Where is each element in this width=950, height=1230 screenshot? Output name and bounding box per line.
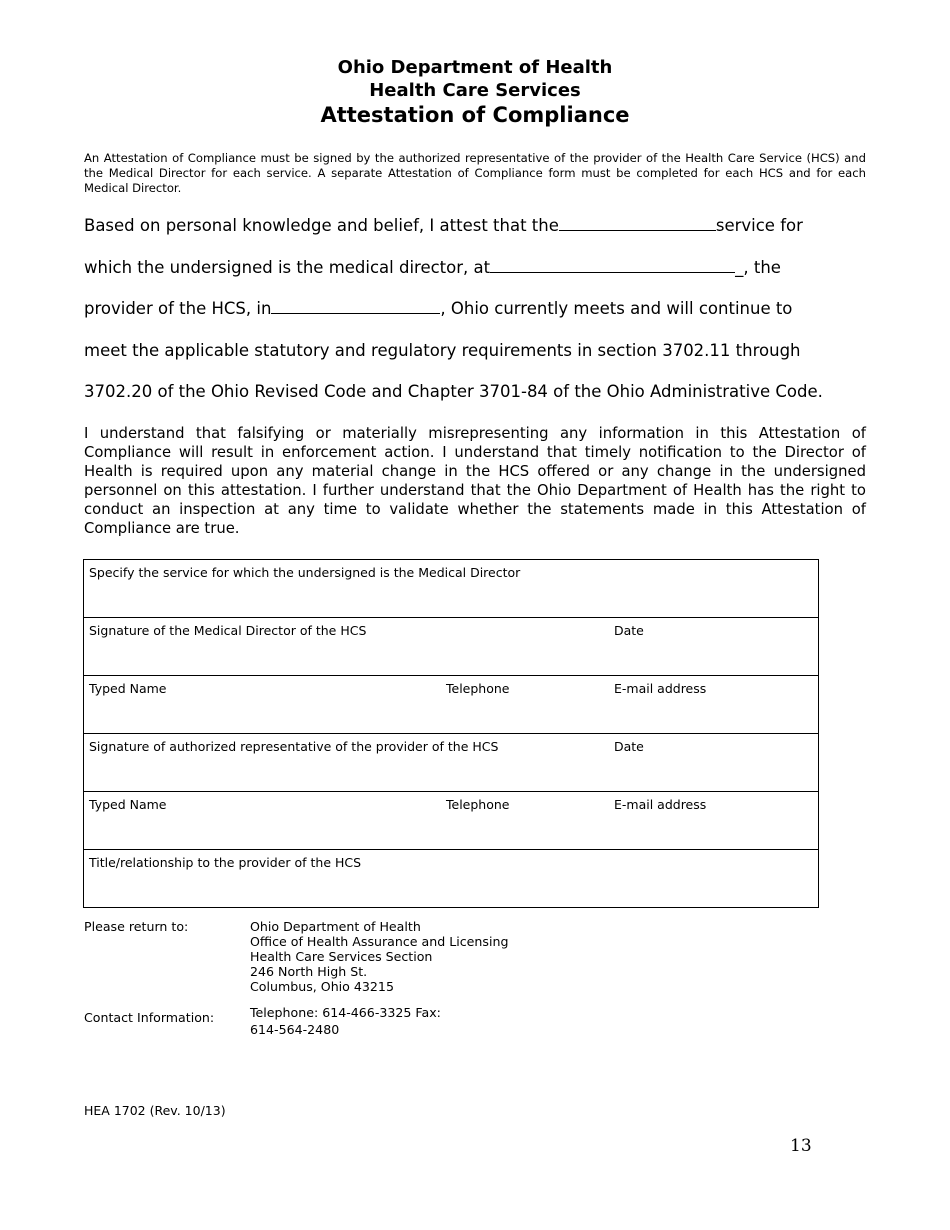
md-date-label: Date	[614, 623, 644, 638]
rep-signature-label: Signature of authorized representative of the provider of the HCS	[89, 739, 499, 754]
division-title: Health Care Services	[369, 80, 581, 101]
attestation-text: provider of the HCS, in	[84, 299, 272, 318]
contact-label: Contact Information:	[84, 1010, 215, 1025]
contact-fax: 614-564-2480	[250, 1022, 340, 1037]
understanding-paragraph: I understand that falsifying or materially misrepresenting any information in this Attestation of Compliance will result in enforcement action. I understand that timely notification to the Director of Health is required upon any material change in the HCS offered or any change in the undersigned personnel on this attestation. I further understand that the Ohio Department of Health has the right to conduct an inspection at any time to validate whether the statements made in this Attestation of Compliance are true.	[84, 425, 866, 537]
service-blank[interactable]	[559, 216, 716, 231]
attestation-text: service for	[715, 216, 803, 235]
attestation-line-5: 3702.20 of the Ohio Revised Code and Chapter 3701-84 of the Ohio Administrative Code.	[84, 382, 823, 401]
page-number: 13	[790, 1136, 812, 1156]
md-signature-label: Signature of the Medical Director of the HCS	[89, 623, 367, 638]
rep-telephone-label: Telephone	[446, 797, 510, 812]
return-address-line: Office of Health Assurance and Licensing	[250, 934, 509, 949]
return-address-line: Columbus, Ohio 43215	[250, 979, 394, 994]
return-address-line: 246 North High St.	[250, 964, 368, 979]
return-address-line: Health Care Services Section	[250, 949, 433, 964]
rep-email-label: E-mail address	[614, 797, 707, 812]
form-number: HEA 1702 (Rev. 10/13)	[84, 1103, 226, 1118]
form-row-md-contact[interactable]	[84, 676, 818, 734]
form-row-md-signature[interactable]	[84, 618, 818, 676]
city-blank[interactable]	[271, 299, 440, 314]
location-blank[interactable]	[490, 258, 735, 273]
form-row-rep-contact[interactable]	[84, 792, 818, 850]
md-typed-name-label: Typed Name	[89, 681, 167, 696]
attestation-line-4: meet the applicable statutory and regulatory requirements in section 3702.11 through	[84, 341, 801, 360]
intro-paragraph: An Attestation of Compliance must be signed by the authorized representative of the provider of the Health Care Service (HCS) and the Medical Director for each service. A separate Attestation of Compliance form must be completed for each HCS and for each Medical Director.	[84, 151, 866, 195]
service-label: Specify the service for which the undersigned is the Medical Director	[89, 565, 521, 580]
rep-typed-name-label: Typed Name	[89, 797, 167, 812]
rep-date-label: Date	[614, 739, 644, 754]
signature-form	[83, 559, 819, 908]
attestation-text: , Ohio currently meets and will continue to	[440, 299, 793, 318]
return-label: Please return to:	[84, 919, 189, 934]
md-email-label: E-mail address	[614, 681, 707, 696]
agency-title: Ohio Department of Health	[337, 57, 613, 78]
attestation-text: _, the	[735, 258, 781, 277]
form-row-rep-signature[interactable]	[84, 734, 818, 792]
return-address-line: Ohio Department of Health	[250, 919, 421, 934]
attestation-text: Based on personal knowledge and belief, I attest that the	[84, 216, 559, 235]
title-label: Title/relationship to the provider of the HCS	[89, 855, 362, 870]
contact-telephone: Telephone: 614-466-3325 Fax:	[250, 1005, 441, 1020]
attestation-text: which the undersigned is the medical director, at	[84, 258, 491, 277]
form-row-service[interactable]	[84, 560, 818, 618]
attestation-line-3	[84, 298, 792, 320]
attestation-line-1	[84, 215, 803, 237]
form-title: Attestation of Compliance	[320, 103, 630, 127]
attestation-line-2	[84, 257, 781, 279]
form-row-title[interactable]	[84, 850, 818, 907]
md-telephone-label: Telephone	[446, 681, 510, 696]
